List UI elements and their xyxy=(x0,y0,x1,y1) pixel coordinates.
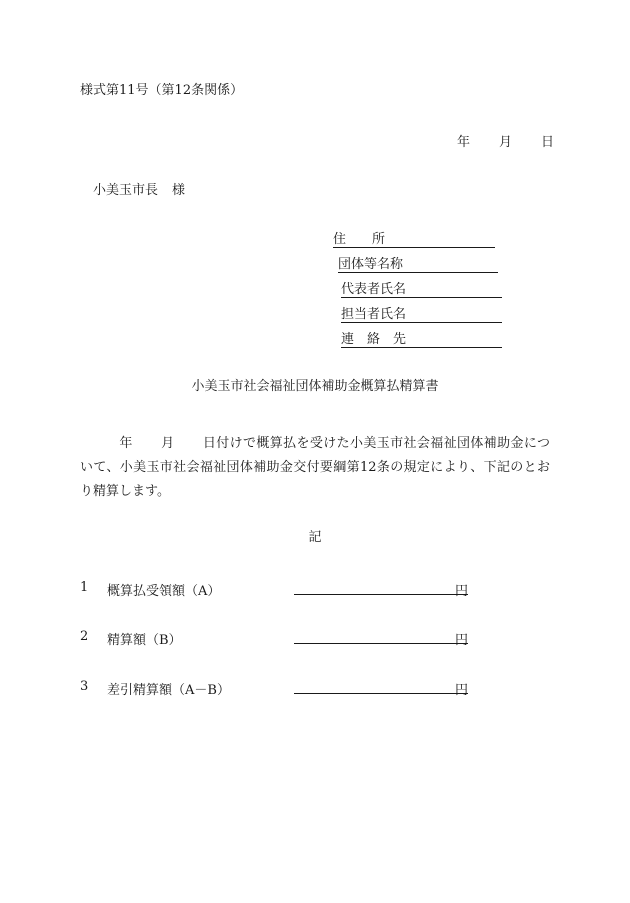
form-number: 様式第11号（第12条関係） xyxy=(80,83,244,98)
item-number: 2 xyxy=(80,629,89,644)
item-number: 3 xyxy=(80,679,89,694)
applicant-address-field[interactable] xyxy=(333,233,495,248)
applicant-contact-person-field[interactable] xyxy=(341,308,502,323)
item-row-settled-amount xyxy=(80,629,468,648)
item-label: 概算払受領額（A） xyxy=(107,584,221,599)
amount-field-advance-received[interactable] xyxy=(294,580,468,599)
amount-field-settled-amount[interactable] xyxy=(294,629,468,648)
item-unit: 円 xyxy=(454,633,468,648)
body-paragraph xyxy=(80,432,550,504)
item-row-advance-received xyxy=(80,580,468,599)
applicant-contact-label: 連 絡 先 xyxy=(341,332,407,347)
body-text: 日付けで概算払を受けた小美玉市社会福祉団体補助金について、小美玉市社会福祉団体補助金交付要綱第12条の規定により、下記のとおり精算します。 xyxy=(80,436,550,499)
addressee-honorific: 様 xyxy=(172,183,186,198)
document-title: 小美玉市社会福祉団体補助金概算払精算書 xyxy=(191,379,439,394)
applicant-address-label: 住 所 xyxy=(333,232,386,247)
applicant-organization-field[interactable] xyxy=(338,258,498,273)
item-label: 精算額（B） xyxy=(107,633,182,648)
body-month: 月 xyxy=(160,436,175,451)
applicant-representative-label: 代表者氏名 xyxy=(341,282,407,297)
date-year: 年 xyxy=(457,135,471,150)
item-number: 1 xyxy=(80,580,89,595)
item-unit: 円 xyxy=(454,584,468,599)
ki-heading: 記 xyxy=(308,530,322,545)
item-row-difference xyxy=(80,679,468,698)
applicant-contact-person-label: 担当者氏名 xyxy=(341,307,407,322)
item-label: 差引精算額（A－B） xyxy=(107,683,230,698)
addressee-name: 小美玉市長 xyxy=(93,183,159,198)
date-day: 日 xyxy=(541,135,555,150)
applicant-organization-label: 団体等名称 xyxy=(338,257,404,272)
applicant-contact-field[interactable] xyxy=(341,333,502,348)
applicant-representative-field[interactable] xyxy=(341,283,502,298)
amount-field-difference[interactable] xyxy=(294,679,468,698)
body-year: 年 xyxy=(119,436,133,451)
addressee xyxy=(93,184,185,197)
date-month: 月 xyxy=(499,135,513,150)
item-unit: 円 xyxy=(454,683,468,698)
